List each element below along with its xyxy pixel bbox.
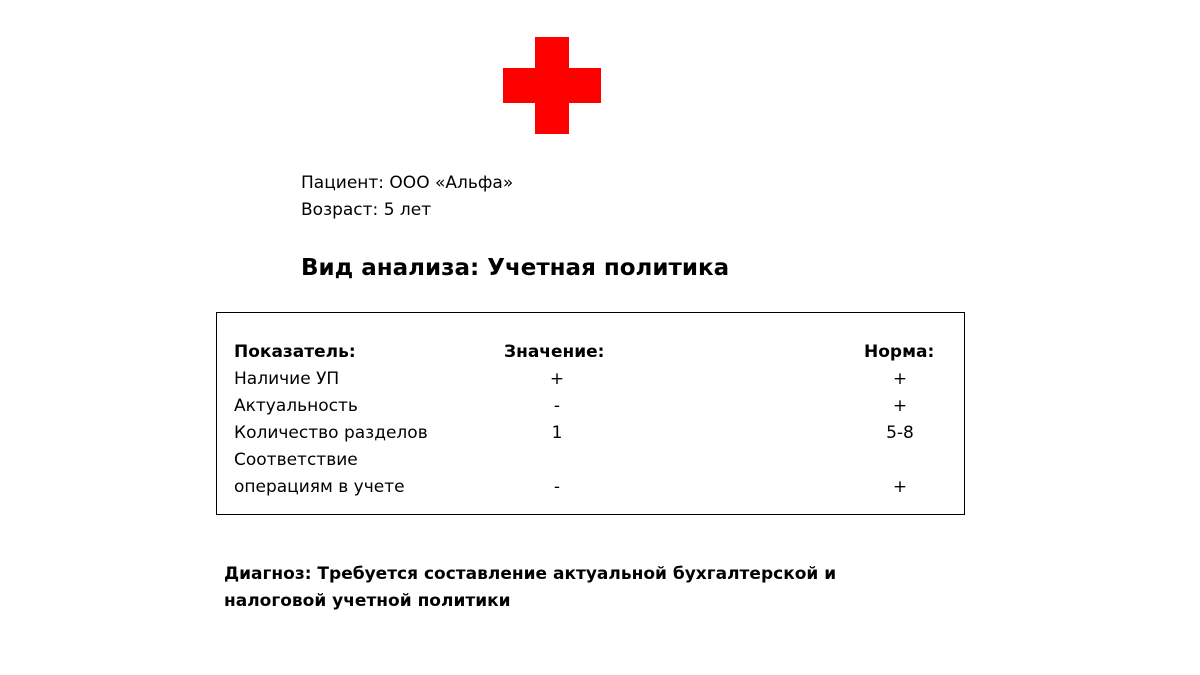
row-norm: +: [892, 396, 908, 416]
diagnosis: [224, 561, 864, 615]
row-indicator: Актуальность: [234, 396, 358, 416]
row-indicator: Наличие УП: [234, 369, 340, 389]
row-indicator-line2: операциям в учете: [234, 477, 405, 497]
row-value: -: [553, 396, 561, 416]
results-table: [216, 312, 965, 515]
row-value: +: [549, 369, 565, 389]
patient-name: Пациент: ООО «Альфа»: [301, 173, 514, 193]
diagnosis-line2: налоговой учетной политики: [224, 591, 511, 611]
patient-info: [301, 170, 513, 224]
patient-age: Возраст: 5 лет: [301, 200, 432, 220]
row-indicator-line1: Соответствие: [234, 450, 358, 470]
cross-horizontal-bar: [503, 68, 601, 103]
row-norm: 5-8: [886, 423, 914, 443]
analysis-title: Вид анализа: Учетная политика: [301, 255, 730, 281]
header-norm: Норма:: [864, 342, 935, 362]
red-cross-icon: [503, 37, 601, 134]
row-value: 1: [551, 423, 563, 443]
diagnosis-line1: Диагноз: Требуется составление актуальной бухгалтерской и: [224, 564, 837, 584]
row-norm: +: [892, 477, 908, 497]
header-value: Значение:: [504, 342, 605, 362]
header-indicator: Показатель:: [234, 342, 356, 362]
row-value: -: [553, 477, 561, 497]
row-norm: +: [892, 369, 908, 389]
row-indicator: Количество разделов: [234, 423, 428, 443]
